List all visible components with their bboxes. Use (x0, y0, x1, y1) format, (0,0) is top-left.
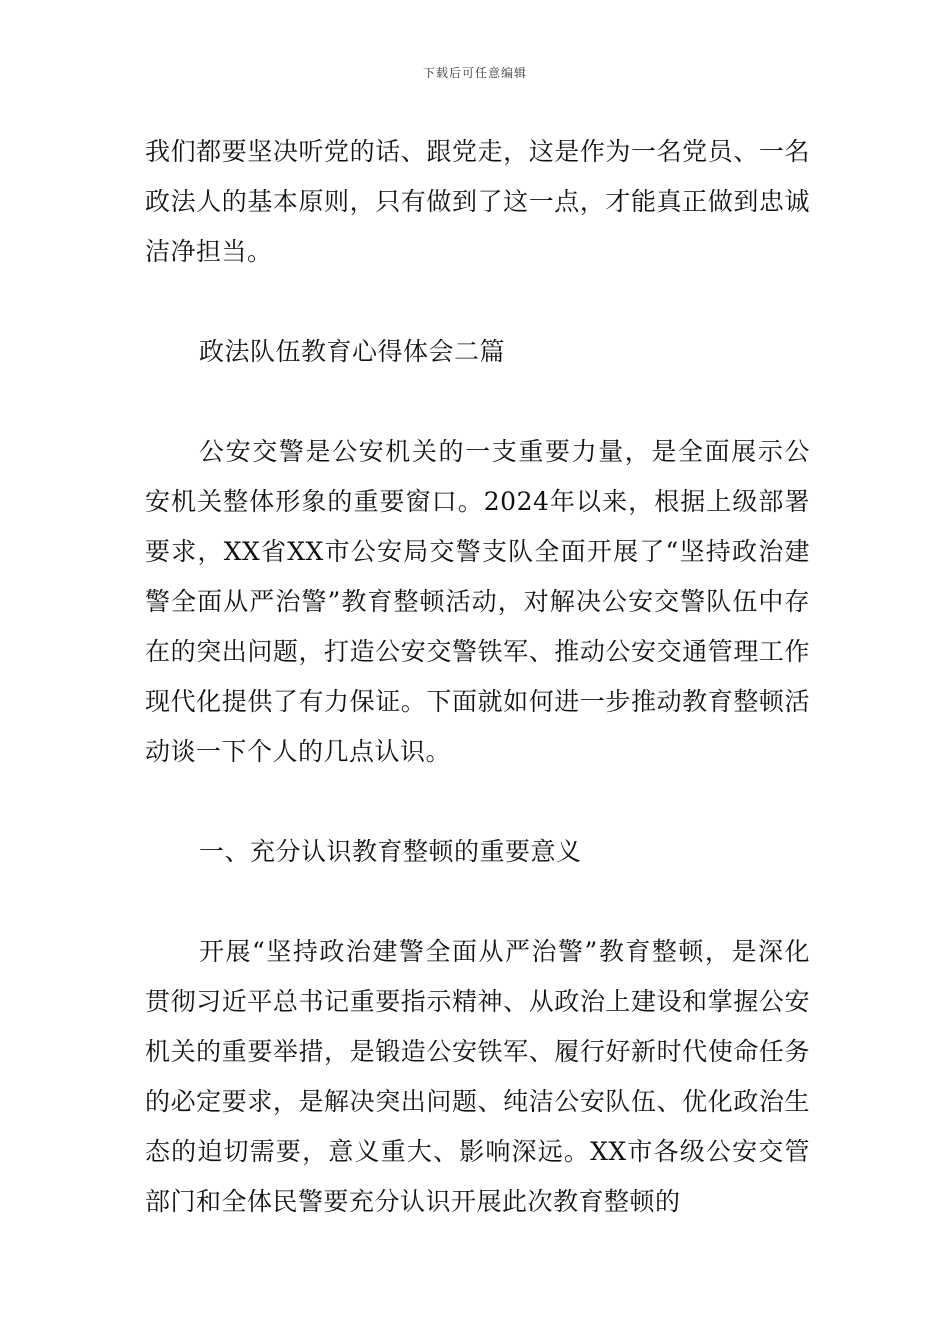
section-heading-1: 一、充分认识教育整顿的重要意义 (199, 837, 582, 866)
paragraph-intro: 公安交警是公安机关的一支重要力量，是全面展示公安机关整体形象的重要窗口。2024年以来，根据上级部署要求，XX省XX市公安局交警支队全面开展了“坚持政治建警全面从严治警”教育整顿活动，对解决公安交警队伍中存在的突出问题，打造公安交警铁军、推动公安交通管理工作现代化提供了有力保证。下面就如何进一步推动教育整顿活动谈一下个人的几点认识。 (145, 437, 810, 766)
section-title: 政法队伍教育心得体会二篇 (199, 337, 506, 366)
document-body (145, 127, 810, 1227)
paragraph-body: 开展“坚持政治建警全面从严治警”教育整顿，是深化贯彻习近平总书记重要指示精神、从政治上建设和掌握公安机关的重要举措，是锻造公安铁军、履行好新时代使命任务的必定要求，是解决突出问题、纯洁公安队伍、优化政治生态的迫切需要，意义重大、影响深远。XX市各级公安交管部门和全体民警要充分认识开展此次教育整顿的 (145, 937, 810, 1216)
paragraph-continuation: 我们都要坚决听党的话、跟党走，这是作为一名党员、一名政法人的基本原则，只有做到了这一点，才能真正做到忠诚洁净担当。 (145, 137, 810, 266)
page-header: 下载后可任意编辑 (422, 66, 527, 80)
